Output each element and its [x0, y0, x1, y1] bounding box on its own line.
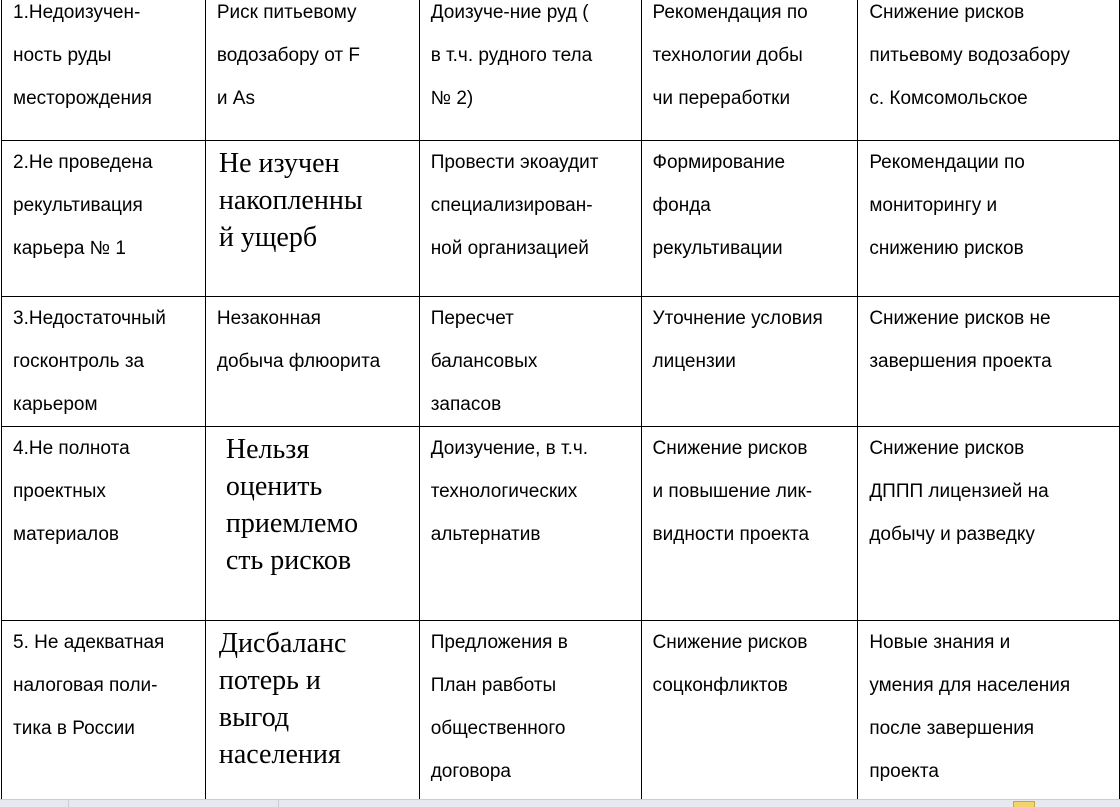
cell-text: 2.Не проведена рекультивация карьера № 1: [13, 152, 153, 259]
cell-text: Нельзя оценить приемлемо сть рисков: [225, 434, 359, 576]
table-cell: [641, 0, 858, 141]
table-cell: [858, 0, 1120, 141]
table-cell: [2, 141, 206, 297]
scroll-marker[interactable]: [1013, 801, 1035, 807]
cell-text: 3.Недостаточный госконтроль за карьером: [13, 308, 166, 415]
table-cell: [858, 621, 1120, 807]
cell-text: Риск питьевому водозабору от F и As: [216, 2, 360, 109]
table-cell: [205, 141, 419, 297]
cell-text: Дисбаланс потерь и выгод населения: [218, 628, 347, 770]
cell-text: Уточнение условия лицензии: [652, 308, 823, 372]
cell-text: Снижение рисков ДППП лицензией на добычу и разведку: [869, 438, 1049, 545]
table-cell: [2, 0, 206, 141]
cell-text: Снижение рисков и повышение лик- видности проекта: [652, 438, 813, 545]
cell-text: Предложения в План равботы общественного договора: [430, 632, 568, 782]
risk-table: [1, 0, 1120, 807]
status-bar-segment: [0, 800, 69, 807]
table-row: [2, 297, 1120, 427]
table-cell: [205, 621, 419, 807]
cell-text: Новые знания и умения для населения после завершения проекта: [869, 632, 1071, 782]
table-row: [2, 621, 1120, 807]
cell-text: Незаконная добыча флюорита: [216, 308, 381, 372]
table-cell: [205, 297, 419, 427]
cell-text: Не изучен накопленны й ущерб: [218, 148, 363, 253]
table-cell: [419, 0, 641, 141]
status-bar-segment: [68, 800, 279, 807]
table-cell: [641, 427, 858, 621]
cell-text: Снижение рисков не завершения проекта: [869, 308, 1052, 372]
cell-text: Рекомендация по технологии добы чи переработки: [652, 2, 808, 109]
table-cell: [419, 297, 641, 427]
cell-text: Снижение рисков питьевому водозабору с. Комсомольское: [869, 2, 1070, 109]
table-cell: [641, 141, 858, 297]
table-cell: [2, 621, 206, 807]
table-cell: [419, 427, 641, 621]
status-bar-strip: [0, 799, 1120, 807]
cell-text: 1.Недоизучен- ность руды месторождения: [13, 2, 152, 109]
table-cell: [641, 621, 858, 807]
cell-text: Рекомендации по мониторингу и снижению рисков: [869, 152, 1025, 259]
cell-text: 4.Не полнота проектных материалов: [13, 438, 130, 545]
table-cell: [205, 0, 419, 141]
cell-text: Формирование фонда рекультивации: [652, 152, 786, 259]
table-cell: [858, 427, 1120, 621]
table-row: [2, 427, 1120, 621]
table-row: [2, 141, 1120, 297]
cell-text: Снижение рисков соцконфликтов: [652, 632, 808, 696]
table-row: [2, 0, 1120, 141]
cell-text: 5. Не адекватная налоговая поли- тика в России: [13, 632, 165, 739]
cell-text: Пересчет балансовых запасов: [430, 308, 538, 415]
table-cell: [419, 141, 641, 297]
table-cell: [641, 297, 858, 427]
cell-text: Доизучение, в т.ч. технологических альтернатив: [430, 438, 589, 545]
table-cell: [2, 297, 206, 427]
table-cell: [205, 427, 419, 621]
table-cell: [2, 427, 206, 621]
table-cell: [858, 141, 1120, 297]
table-cell: [858, 297, 1120, 427]
cell-text: Доизуче-ние руд ( в т.ч. рудного тела № 2): [430, 2, 593, 109]
table-cell: [419, 621, 641, 807]
cell-text: Провести экоаудит специализирован- ной организацией: [430, 152, 599, 259]
